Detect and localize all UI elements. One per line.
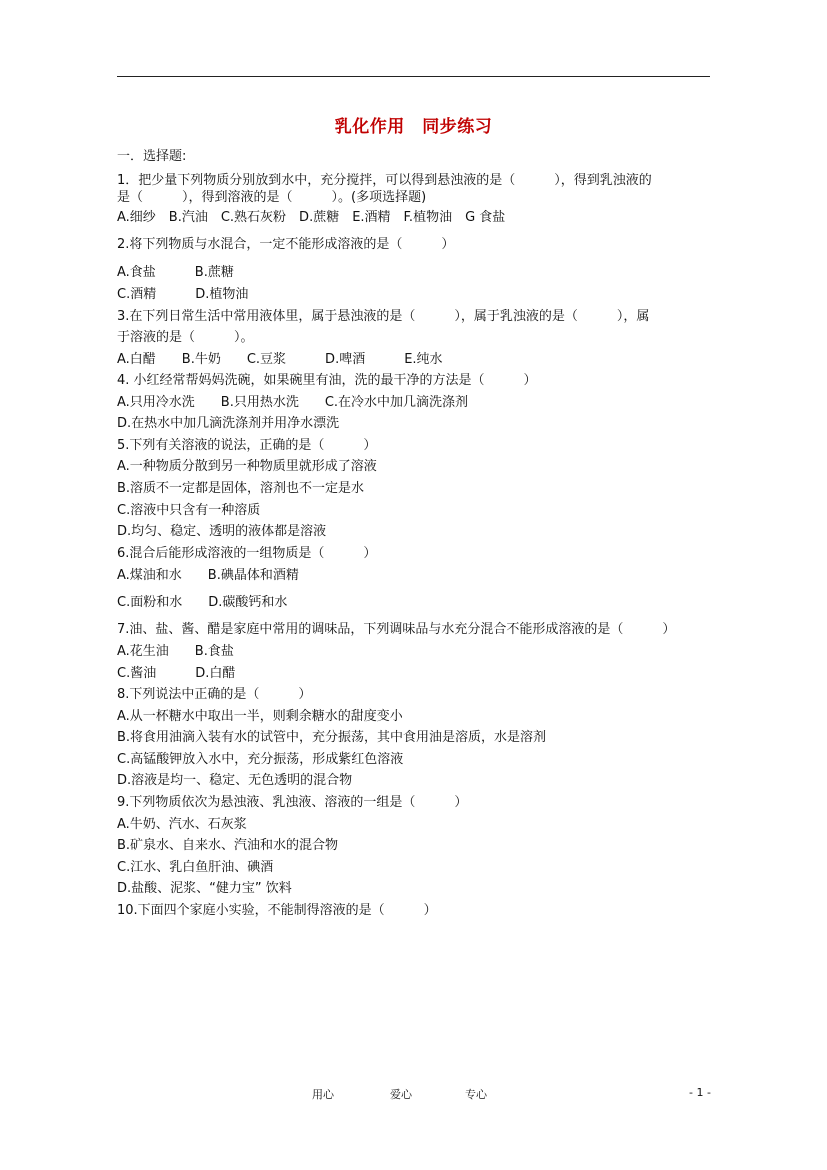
question-line: 5.下列有关溶液的说法，正确的是（ ） — [117, 438, 377, 453]
question-line: A.煤油和水 B.碘晶体和酒精 — [117, 568, 299, 583]
footer-left: 用心 — [312, 1088, 334, 1101]
question-line: 4. 小红经常帮妈妈洗碗，如果碗里有油，洗的最干净的方法是（ ） — [117, 373, 537, 388]
question-line: 7.油、盐、酱、醋是家庭中常用的调味品，下列调味品与水充分混合不能形成溶液的是（ ） — [117, 622, 676, 637]
question-line: C.酱油 D.白醋 — [117, 666, 236, 681]
document-title: 乳化作用 同步练习 — [334, 117, 493, 137]
question-line: D.均匀、稳定、透明的液体都是溶液 — [117, 524, 327, 539]
question-line: C.高锰酸钾放入水中，充分振荡，形成紫红色溶液 — [117, 752, 404, 767]
question-line: D.溶液是均一、稳定、无色透明的混合物 — [117, 773, 353, 788]
question-line: C.江水、乳白鱼肝油、碘酒 — [117, 860, 274, 875]
question-line: B.溶质不一定都是固体，溶剂也不一定是水 — [117, 481, 365, 496]
question-line: 1．把少量下列物质分别放到水中，充分搅拌，可以得到悬浊液的是（ ），得到乳浊液的 — [117, 173, 652, 188]
question-line: A.食盐 B.蔗糖 — [117, 265, 234, 280]
question-line: A.一种物质分散到另一种物质里就形成了溶液 — [117, 459, 377, 474]
question-line: A.只用冷水洗 B.只用热水洗 C.在冷水中加几滴洗涤剂 — [117, 395, 469, 410]
question-line: A.花生油 B.食盐 — [117, 644, 234, 659]
question-line: B.矿泉水、自来水、汽油和水的混合物 — [117, 838, 339, 853]
question-line: A.牛奶、汽水、石灰浆 — [117, 817, 247, 832]
question-line: A.从一杯糖水中取出一半，则剩余糖水的甜度变小 — [117, 709, 403, 724]
question-line: D.在热水中加几滴洗涤剂并用净水漂洗 — [117, 416, 340, 431]
question-line: D.盐酸、泥浆、“健力宝” 饮料 — [117, 881, 292, 896]
question-line: 9.下列物质依次为悬浊液、乳浊液、溶液的一组是（ ） — [117, 795, 468, 810]
section-heading: 一．选择题: — [117, 149, 187, 164]
header-rule — [117, 76, 710, 77]
question-line: 于溶液的是（ ）。 — [117, 330, 254, 345]
question-line: A.细纱 B.汽油 C.熟石灰粉 D.蔗糖 E.酒精 F.植物油 G 食盐 — [117, 210, 506, 225]
question-line: C.面粉和水 D.碳酸钙和水 — [117, 595, 288, 610]
question-line: 3.在下列日常生活中常用液体里，属于悬浊液的是（ ），属于乳浊液的是（ ），属 — [117, 309, 650, 324]
page-number: - 1 - — [689, 1086, 711, 1099]
question-line: 2.将下列物质与水混合，一定不能形成溶液的是（ ） — [117, 237, 455, 252]
question-line: 10.下面四个家庭小实验，不能制得溶液的是（ ） — [117, 903, 437, 918]
question-line: C.酒精 D.植物油 — [117, 287, 249, 302]
question-line: A.白醋 B.牛奶 C.豆浆 D.啤酒 E.纯水 — [117, 352, 443, 367]
footer-middle: 爱心 — [390, 1088, 412, 1101]
footer-right: 专心 — [465, 1088, 487, 1101]
question-line: B.将食用油滴入装有水的试管中，充分振荡，其中食用油是溶质，水是溶剂 — [117, 730, 547, 745]
question-line: C.溶液中只含有一种溶质 — [117, 503, 261, 518]
question-line: 8.下列说法中正确的是（ ） — [117, 687, 312, 702]
question-line: 6.混合后能形成溶液的一组物质是（ ） — [117, 546, 377, 561]
question-line: 是（ ），得到溶液的是（ ）。(多项选择题) — [117, 190, 427, 205]
